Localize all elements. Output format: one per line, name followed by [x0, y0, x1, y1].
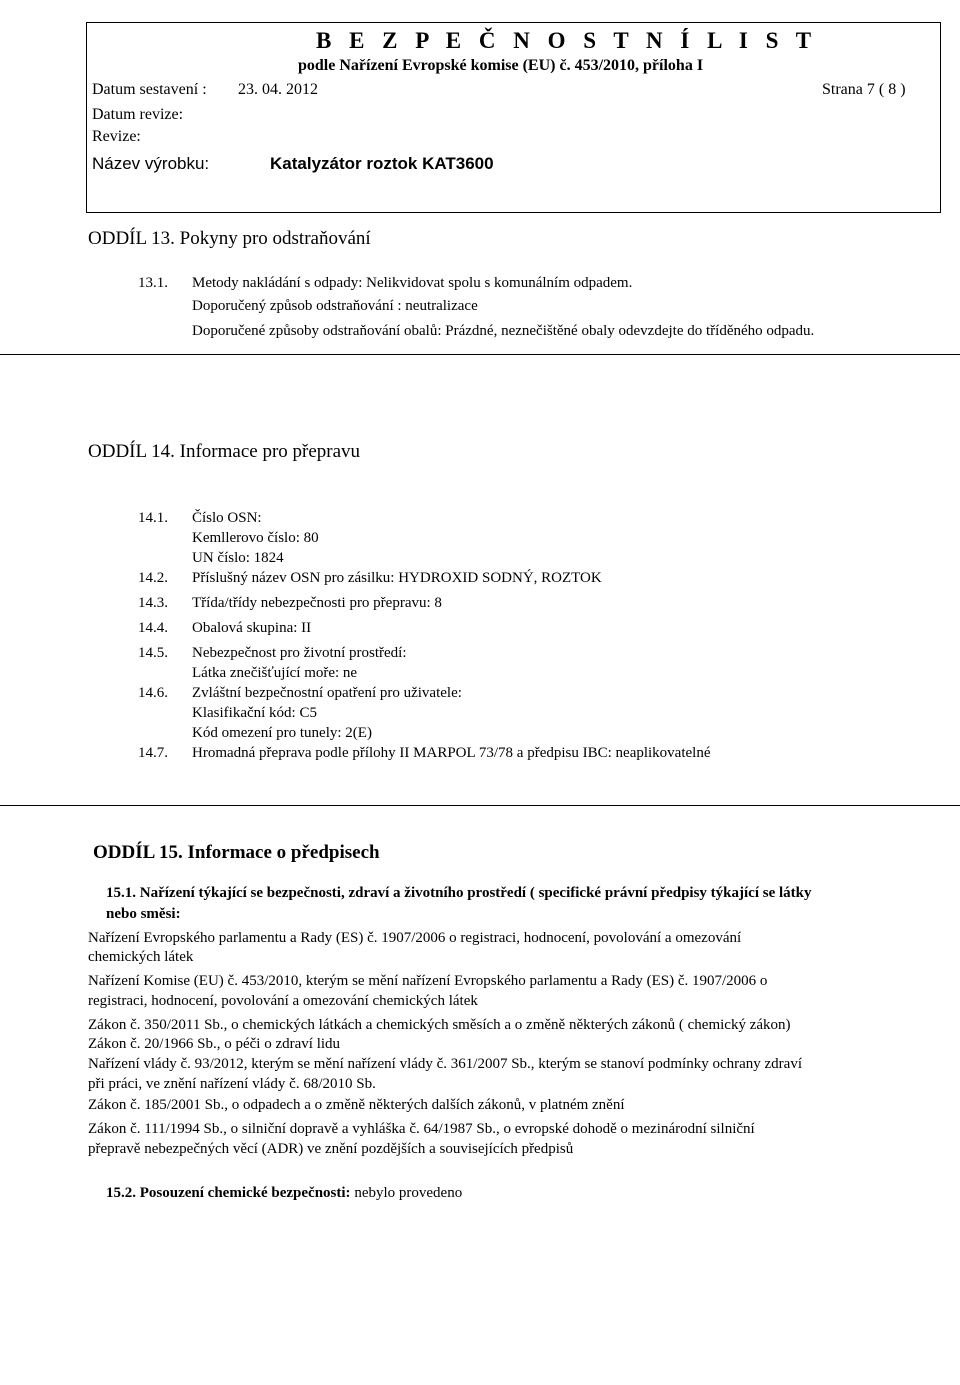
item-14-5-number: 14.5.: [138, 645, 168, 661]
date-label: Datum sestavení :: [92, 81, 207, 98]
regulation-line: chemických látek: [88, 949, 194, 965]
item-14-7-line: Hromadná přeprava podle přílohy II MARPOL 73/78 a předpisu IBC: neaplikovatelné: [192, 745, 711, 761]
item-14-7-number: 14.7.: [138, 745, 168, 761]
divider: [0, 805, 960, 806]
revision-date-label: Datum revize:: [92, 106, 184, 123]
document-subtitle: podle Nařízení Evropské komise (EU) č. 453/2010, příloha I: [298, 57, 704, 74]
item-14-6-number: 14.6.: [138, 685, 168, 701]
section-15-heading: ODDÍL 15. Informace o předpisech: [93, 842, 380, 863]
regulation-line: Zákon č. 185/2001 Sb., o odpadech a o změně některých dalších zákonů, v platném znění: [88, 1097, 625, 1113]
item-14-5-line: Látka znečišťující moře: ne: [192, 665, 358, 681]
page-number: Strana 7 ( 8 ): [822, 81, 906, 98]
document-title: B E Z P E Č N O S T N Í L I S T: [316, 28, 818, 53]
item-15-2: [106, 1185, 462, 1202]
item-14-4-line: Obalová skupina: II: [192, 620, 312, 636]
regulation-line: Nařízení Evropského parlamentu a Rady (ES) č. 1907/2006 o registraci, hodnocení, povolování a omezování: [88, 930, 742, 946]
section-13-heading: ODDÍL 13. Pokyny pro odstraňování: [88, 228, 371, 249]
revision-label: Revize:: [92, 128, 141, 145]
regulation-line: Zákon č. 20/1966 Sb., o péči o zdraví lidu: [88, 1036, 341, 1052]
item-14-1-number: 14.1.: [138, 510, 168, 526]
item-14-2-line: Příslušný název OSN pro zásilku: HYDROXID SODNÝ, ROZTOK: [192, 570, 602, 586]
section-13-line: Doporučený způsob odstraňování : neutralizace: [192, 298, 478, 314]
product-name: Katalyzátor roztok KAT3600: [270, 154, 494, 173]
item-15-2-value: nebylo provedeno: [354, 1185, 463, 1201]
item-14-1-line: Číslo OSN:: [192, 510, 262, 526]
regulation-line: registraci, hodnocení, povolování a omezování chemických látek: [88, 993, 478, 1009]
regulation-line: Zákon č. 111/1994 Sb., o silniční dopravě a vyhláška č. 64/1987 Sb., o evropské dohodě o mezinárodní silniční: [88, 1121, 755, 1137]
item-15-2-label: 15.2. Posouzení chemické bezpečnosti:: [106, 1185, 351, 1201]
section-13-line: Metody nakládání s odpady: Nelikvidovat spolu s komunálním odpadem.: [192, 275, 633, 291]
item-14-6-line: Klasifikační kód: C5: [192, 705, 317, 721]
divider: [0, 354, 960, 355]
item-14-2-number: 14.2.: [138, 570, 168, 586]
regulation-line: Nařízení vlády č. 93/2012, kterým se mění nařízení vlády č. 361/2007 Sb., kterým se stanoví podmínky ochrany zdraví: [88, 1056, 802, 1072]
item-14-6-line: Kód omezení pro tunely: 2(E): [192, 725, 372, 741]
item-15-1-heading: 15.1. Nařízení týkající se bezpečnosti, zdraví a životního prostředí ( specifické právní předpisy týkající se látky: [106, 885, 812, 901]
item-14-4-number: 14.4.: [138, 620, 168, 636]
date-value: 23. 04. 2012: [238, 81, 318, 98]
section-13-line: Doporučené způsoby odstraňování obalů: Prázdné, neznečištěné obaly odevzdejte do tříděného odpadu.: [192, 323, 815, 339]
regulation-line: při práci, ve znění nařízení vlády č. 68/2010 Sb.: [88, 1076, 376, 1092]
section-14-heading: ODDÍL 14. Informace pro přepravu: [88, 441, 361, 462]
item-14-5-line: Nebezpečnost pro životní prostředí:: [192, 645, 407, 661]
item-13-1-number: 13.1.: [138, 275, 168, 291]
item-14-3-line: Třída/třídy nebezpečnosti pro přepravu: 8: [192, 595, 442, 611]
regulation-line: Zákon č. 350/2011 Sb., o chemických látkách a chemických směsích a o změně některých zákonů ( chemický zákon): [88, 1017, 791, 1033]
product-label: Název výrobku:: [92, 154, 210, 173]
regulation-line: Nařízení Komise (EU) č. 453/2010, kterým se mění nařízení Evropského parlamentu a Rady (ES) č. 1907/2006 o: [88, 973, 768, 989]
item-15-1-heading-cont: nebo směsi:: [106, 906, 181, 922]
item-14-6-line: Zvláštní bezpečnostní opatření pro uživatele:: [192, 685, 462, 701]
item-14-3-number: 14.3.: [138, 595, 168, 611]
regulation-line: přepravě nebezpečných věcí (ADR) ve znění pozdějších a souvisejících předpisů: [88, 1141, 574, 1157]
item-14-1-line: UN číslo: 1824: [192, 550, 284, 566]
item-14-1-line: Kemllerovo číslo: 80: [192, 530, 319, 546]
